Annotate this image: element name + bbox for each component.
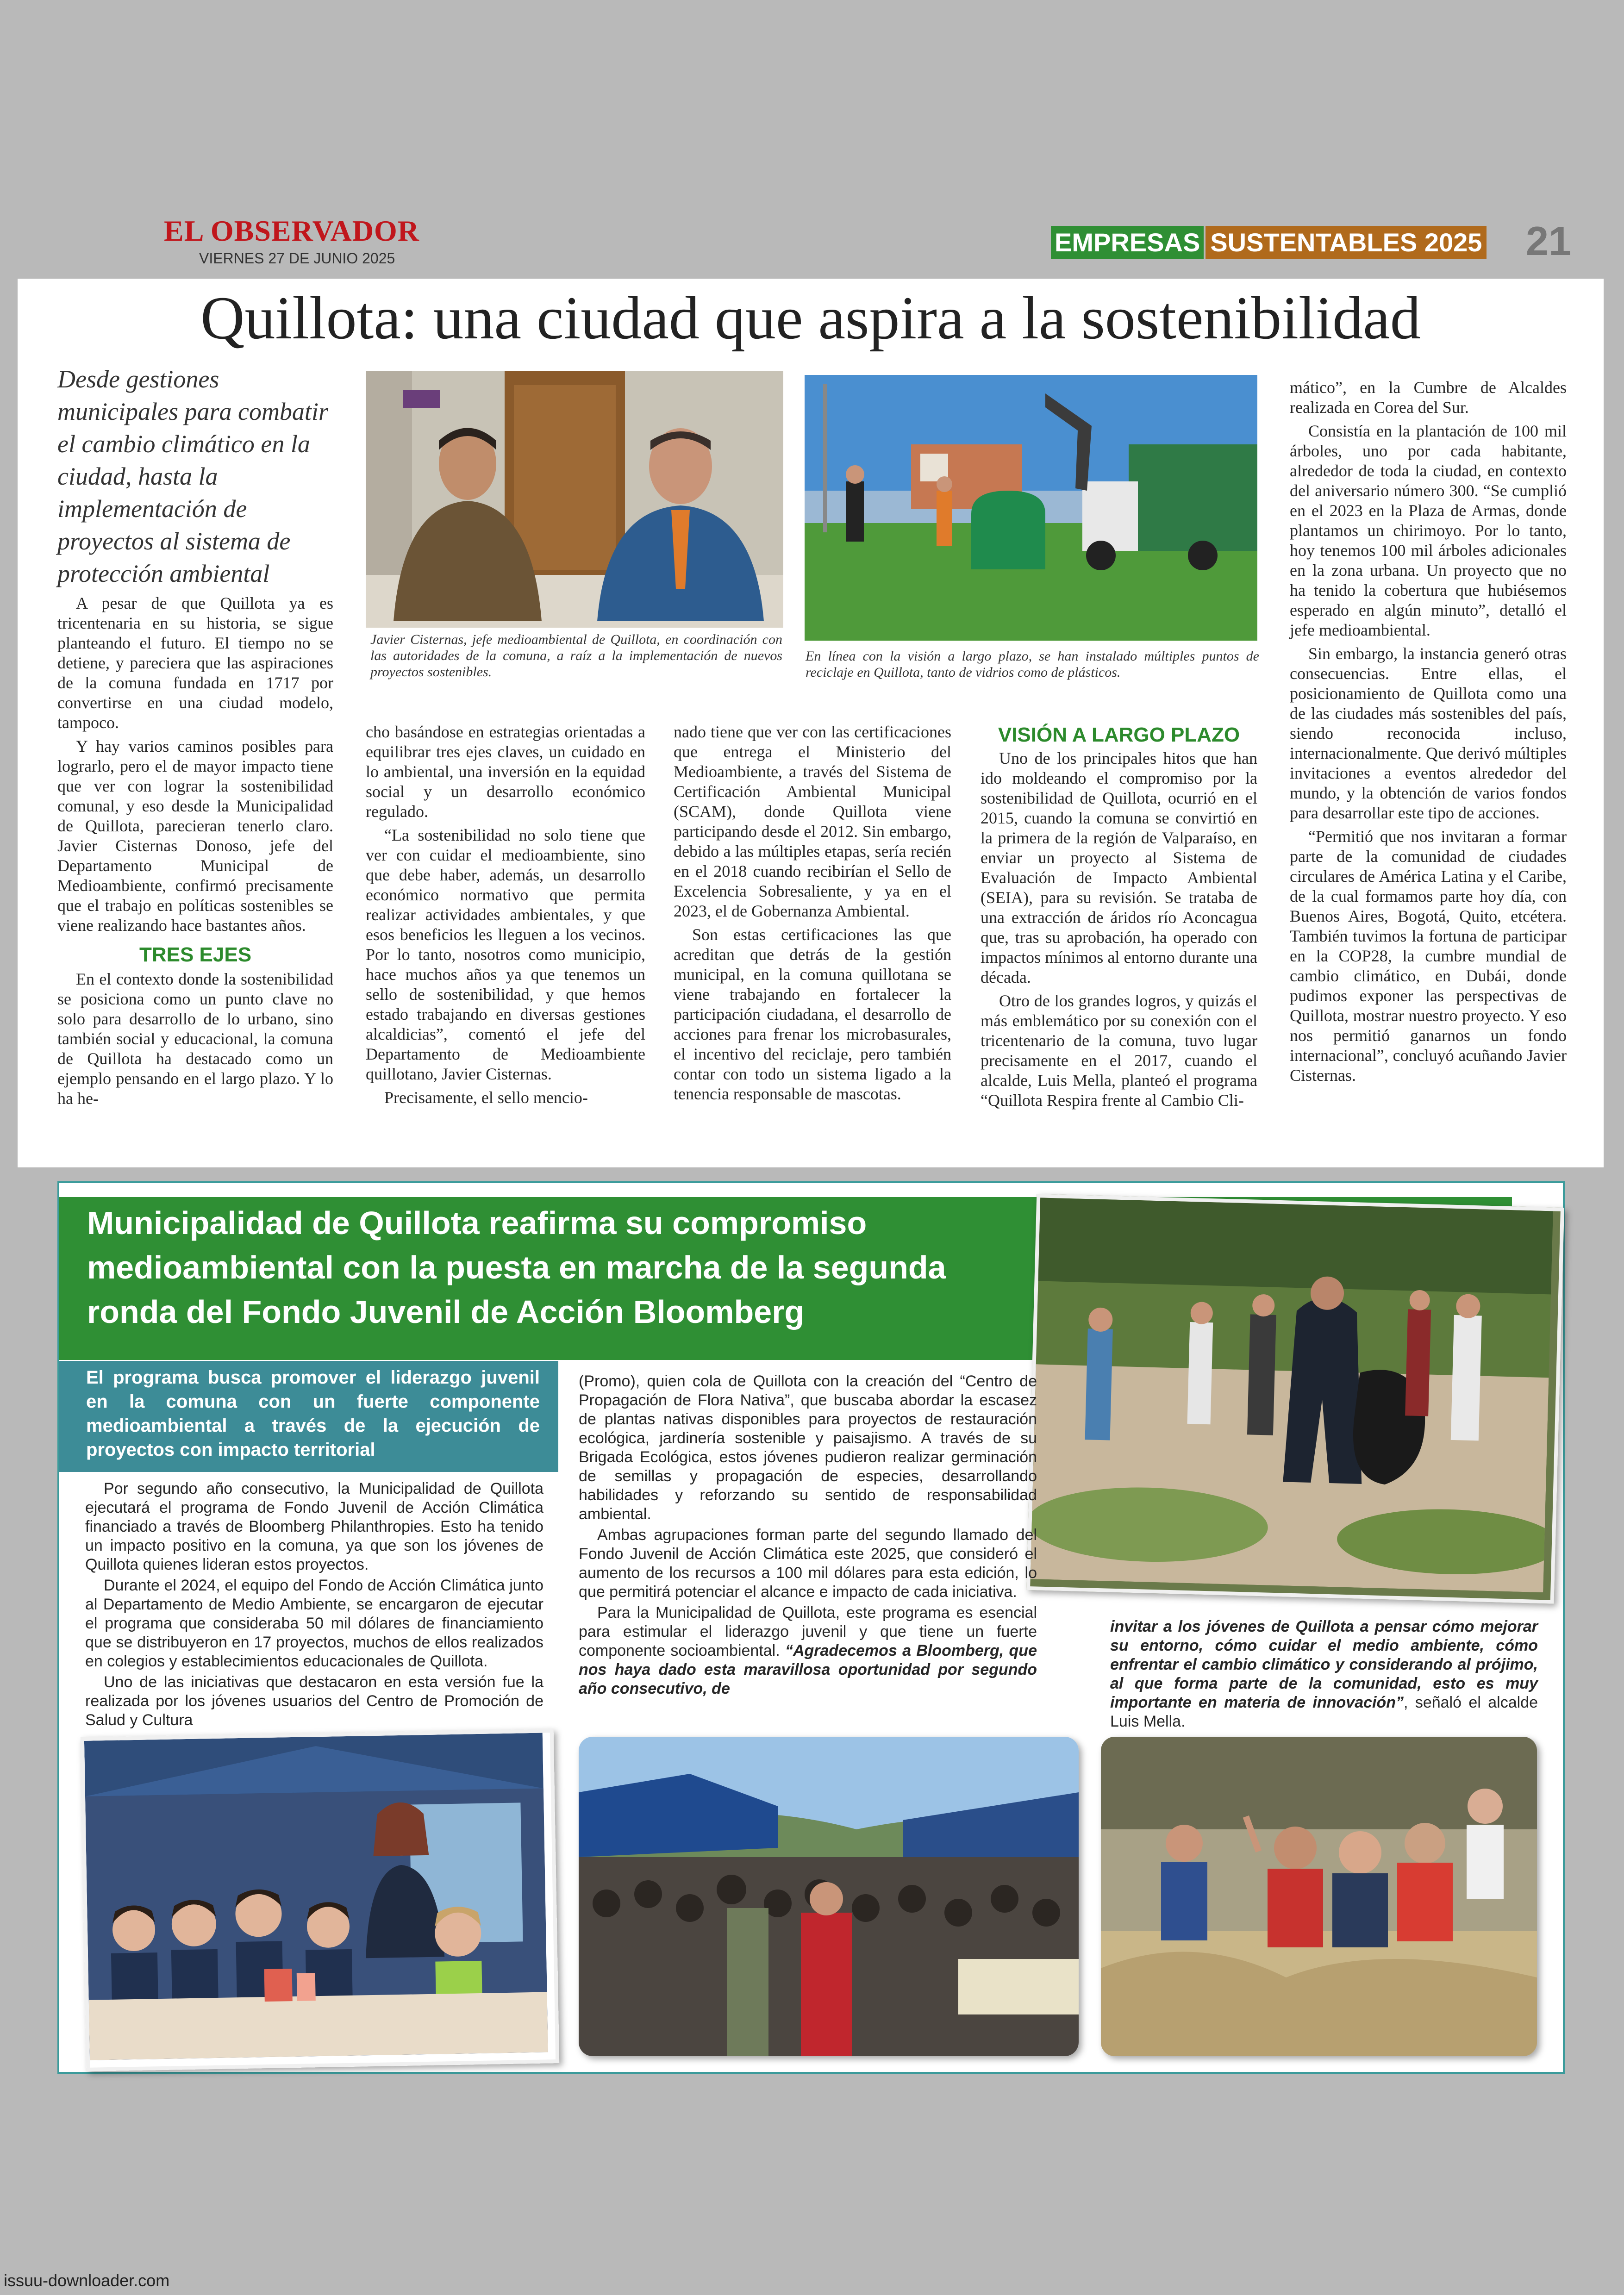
paragraph: Uno de las iniciativas que destacaron en esta versión fue la realizada por los jóvenes usuarios del Centro de Promoción de Salud y Cultura bbox=[85, 1673, 543, 1729]
article-title: Quillota: una ciudad que aspira a la sostenibilidad bbox=[200, 284, 1421, 352]
section-tag bbox=[1051, 226, 1487, 259]
photo-youth-cleanup bbox=[1026, 1194, 1564, 1604]
photo-children-table bbox=[81, 1729, 559, 2071]
issue-date: VIERNES 27 DE JUNIO 2025 bbox=[199, 250, 395, 267]
photo-festival-crowd bbox=[579, 1737, 1079, 2056]
paragraph: Uno de los principales hitos que han ido moldeando el compromiso por la sostenibilidad de Quillota, ocurrió en el 2015, cuando la comuna se convirtió en la primera de la región de Valparaíso, en enviar un proyecto al Sistema de Evaluación de Impacto Ambiental (SEIA), para su revisión. Se trataba de una extracción de áridos río Aconcagua que, tras su aprobación, ha operado con impactos mínimos al entorno durante una década. bbox=[981, 749, 1257, 986]
paragraph: Durante el 2024, el equipo del Fondo de Acción Climática junto al Departamento de Medio Ambiente, se encargaron de ejecutar el programa que consideraba 50 mil dólares de financiamiento que se distribuyeron en 17 proyectos, muchos de ellos realizados en colegios y establecimientos educacionales de Quillota. bbox=[85, 1577, 543, 1670]
paragraph: (Promo), quien cola de Quillota con la creación del “Centro de Propagación de Flora Nativa”, que buscaba abordar la escasez de plantas nativas disponibles para proyectos de restauración ecológica, jardinería sostenible y paisajismo. A través de su Brigada Ecológica, estos jóvenes pudieron realizar germinación de semillas y propagación de especies, desarrollando habilidades y reforzando su sentido de responsabilidad ambiental. bbox=[579, 1372, 1037, 1523]
paragraph: Y hay varios caminos posibles para lograrlo, pero el de mayor impacto tiene que ver con lograr la sostenibilidad comunal, y eso desde la Municipalidad de Quillota, parecieran tenerlo claro. Javier Cisternas Donoso, jefe del Departamento Municipal de Medioambiente, confirmó precisamente que el trabajo en políticas sostenibles se viene realizando hace bastantes años. bbox=[57, 737, 333, 935]
paragraph: “La sostenibilidad no solo tiene que ver con cuidar el medioambiente, sino que debe haber, además, un desarrollo económico normativo que permita realizar actividades ambientales, y que esos beneficios les lleguen a los vecinos. Por lo tanto, nosotros como municipio, hace muchos años ya que tenemos un sello de sostenibilidad, y que hemos estado trabajando en diversas gestiones alcaldicias”, comentó el jefe del Departamento de Medioambiente quillotano, Javier Cisternas. bbox=[366, 826, 645, 1083]
paragraph: En el contexto donde la sostenibilidad se posiciona como un punto clave no solo para desarrollo de lo urbano, sino también social y educacional, la comuna de Quillota ha destacado como un ejemplo pensando en el largo plazo. Y lo ha he- bbox=[57, 970, 333, 1108]
bloomberg-column-c bbox=[1110, 1617, 1538, 1731]
article1-column-2 bbox=[366, 722, 645, 1108]
article1-column-4 bbox=[981, 725, 1257, 1110]
article1-column-5 bbox=[1290, 378, 1567, 1085]
subhead-vision-largo-plazo: VISIÓN A LARGO PLAZO bbox=[998, 723, 1240, 746]
photo-caption-recycling: En línea con la visión a largo plazo, se han instalado múltiples puntos de reciclaje en Quillota, tanto de vidrios como de plásticos. bbox=[806, 649, 1259, 680]
article1-column-3 bbox=[674, 722, 951, 1104]
photo-recycling-truck bbox=[805, 375, 1257, 641]
cleanup-illustration bbox=[1031, 1197, 1553, 1592]
bloomberg-headline: Municipalidad de Quillota reafirma su compromiso medioambiental con la puesta en marcha de la segunda ronda del Fondo Juvenil de Acción Bloomberg bbox=[87, 1205, 946, 1330]
article-deck: Desde gestiones municipales para combatir el cambio climático en la ciudad, hasta la implementación de proyectos al sistema de protección ambiental bbox=[57, 365, 328, 587]
watermark: issuu-downloader.com bbox=[4, 2271, 170, 2290]
paragraph: Consistía en la plantación de 100 mil árboles, uno por cada habitante, alrededor de toda la ciudad, en contexto del aniversario número 300. “Se cumplió en el 2023 en la Plaza de Armas, donde plantamos un chirimoyo. Por lo tanto, hoy tenemos 100 mil árboles adicionales en la zona urbana. Un proyecto que no ha tenido la cobertura que hubiésemos esperado en algún minuto”, detalló el jefe medioambiental. bbox=[1290, 422, 1567, 639]
paragraph: Sin embargo, la instancia generó otras consecuencias. Entre ellas, el posicionamiento de Quillota como una de las ciudades más sostenibles del país, siendo reconocida incluso, internacionalmente. Que derivó múltiples invitaciones a eventos alrededor del mundo, y la obtención de varios fondos para desarrollar este tipo de acciones. bbox=[1290, 644, 1567, 822]
paragraph: Son estas certificaciones las que acreditan que detrás de la gestión municipal, en la comuna quillotana se viene trabajando en fortalecer la participación ciudadana, el desarrollo de acciones para frenar los microbasurales, el incentivo del reciclaje, pero también contar con todo un sistema ligado a la tenencia responsable de mascotas. bbox=[674, 925, 951, 1103]
mayor-quote-start: “Agradecemos a Bloomberg, que nos haya dado esta maravillosa oportunidad por segundo año consecutivo, de bbox=[579, 1642, 1037, 1697]
section-tag-sustentables: SUSTENTABLES 2025 bbox=[1206, 226, 1487, 259]
photo-caption-officials: Javier Cisternas, jefe medioambiental de Quillota, en coordinación con las autoridades de la comuna, a raíz a la implementación de nuevos proyectos sostenibles. bbox=[370, 632, 782, 680]
photo-two-officials bbox=[366, 371, 783, 628]
masthead: EL OBSERVADOR bbox=[164, 214, 419, 247]
paragraph: A pesar de que Quillota ya es tricentenaria en su historia, se sigue planteando el futuro. El tiempo no se detiene, y pareciera que las aspiraciones de la comuna fundada en 1717 por convertirse en una ciudad modelo, tampoco. bbox=[57, 594, 333, 732]
children-illustration bbox=[84, 1733, 548, 2060]
paragraph: Ambas agrupaciones forman parte del segundo llamado del Fondo Juvenil de Acción Climática este 2025, que consideró el aumento de los recursos a 100 mil dólares para esta edición, lo que permitirá potenciar el alcance e impacto de cada iniciativa. bbox=[579, 1526, 1037, 1601]
section-tag-empresas: EMPRESAS bbox=[1051, 226, 1204, 259]
officials-illustration bbox=[366, 371, 783, 628]
paragraph-plain: Para la Municipalidad de Quillota, este programa es esencial para estimular el liderazgo juvenil y que tiene un fuerte componente socioambiental. bbox=[579, 1604, 1037, 1659]
paragraph: mático”, en la Cumbre de Alcaldes realizada en Corea del Sur. bbox=[1290, 378, 1567, 417]
bloomberg-column-a bbox=[85, 1479, 543, 1730]
bloomberg-deck: El programa busca promover el liderazgo juvenil en la comuna con un fuerte componente medioambiental a través de la ejecución de proyectos con impacto territorial bbox=[86, 1367, 540, 1460]
festival-illustration bbox=[579, 1737, 1079, 2056]
paragraph: cho basándose en estrategias orientadas a equilibrar tres ejes claves, un cuidado en lo ambiental, una inversión en la equidad social y un desarrollo económico regulado. bbox=[366, 723, 645, 821]
photo-youth-group bbox=[1101, 1737, 1537, 2056]
paragraph: Otro de los grandes logros, y quizás el más emblemático por su conexión con el tricentenario de la comuna, tuvo lugar precisamente en el 2017, cuando el alcalde, Luis Mella, planteó el programa “Quillota Respira frente al Cambio Cli- bbox=[981, 992, 1257, 1110]
page-number: 21 bbox=[1526, 218, 1571, 264]
paragraph: Precisamente, el sello mencio- bbox=[384, 1088, 588, 1107]
bloomberg-column-b bbox=[579, 1372, 1037, 1698]
article1-column-1 bbox=[57, 593, 333, 1109]
subhead-tres-ejes: TRES EJES bbox=[139, 943, 252, 966]
paragraph: “Permitió que nos invitaran a formar parte de la comunidad de ciudades circulares de América Latina y el Caribe, de la cual formamos parte hoy día, con Buenos Aires, Bogotá, Quito, etcétera. También tuvimos la fortuna de participar en la COP28, la cumbre mundial de cambio climático, en Dubái, donde pudimos exponer las perspectivas de Quillota, mostrar nuestro proyecto. Y eso nos permitió ganarnos un fondo internacional”, concluyó acuñando Javier Cisternas. bbox=[1290, 827, 1567, 1085]
paragraph bbox=[579, 1603, 1037, 1698]
mayor-quote-end: invitar a los jóvenes de Quillota a pensar cómo mejorar su entorno, cómo cuidar el medio ambiente, cómo enfrentar el cambio climático y considerando al prójimo, al que forma parte de la comunidad, esto es muy importante en materia de innovación” bbox=[1110, 1618, 1538, 1711]
recycling-illustration bbox=[805, 375, 1257, 641]
paragraph: Por segundo año consecutivo, la Municipalidad de Quillota ejecutará el programa de Fondo Juvenil de Acción Climática financiado a través de Bloomberg Philanthropies. Esto ha tenido un impacto positivo en la comuna, ya que son los jóvenes de Quillota quienes lideran estos proyectos. bbox=[85, 1480, 543, 1573]
paragraph: nado tiene que ver con las certificaciones que entrega el Ministerio del Medioambiente, a través del Sistema de Certificación Ambiental Municipal (SCAM), donde Quillota viene participando desde el 2012. Sin embargo, debido a las múltiples etapas, sería recién en el 2018 cuando recibirían el Sello de Excelencia Sobresaliente, y ya en el 2023, el de Gobernanza Ambiental. bbox=[674, 723, 951, 920]
youth-group-illustration bbox=[1101, 1737, 1537, 2056]
quote-attribution: , señaló el alcalde Luis Mella. bbox=[1110, 1694, 1538, 1730]
